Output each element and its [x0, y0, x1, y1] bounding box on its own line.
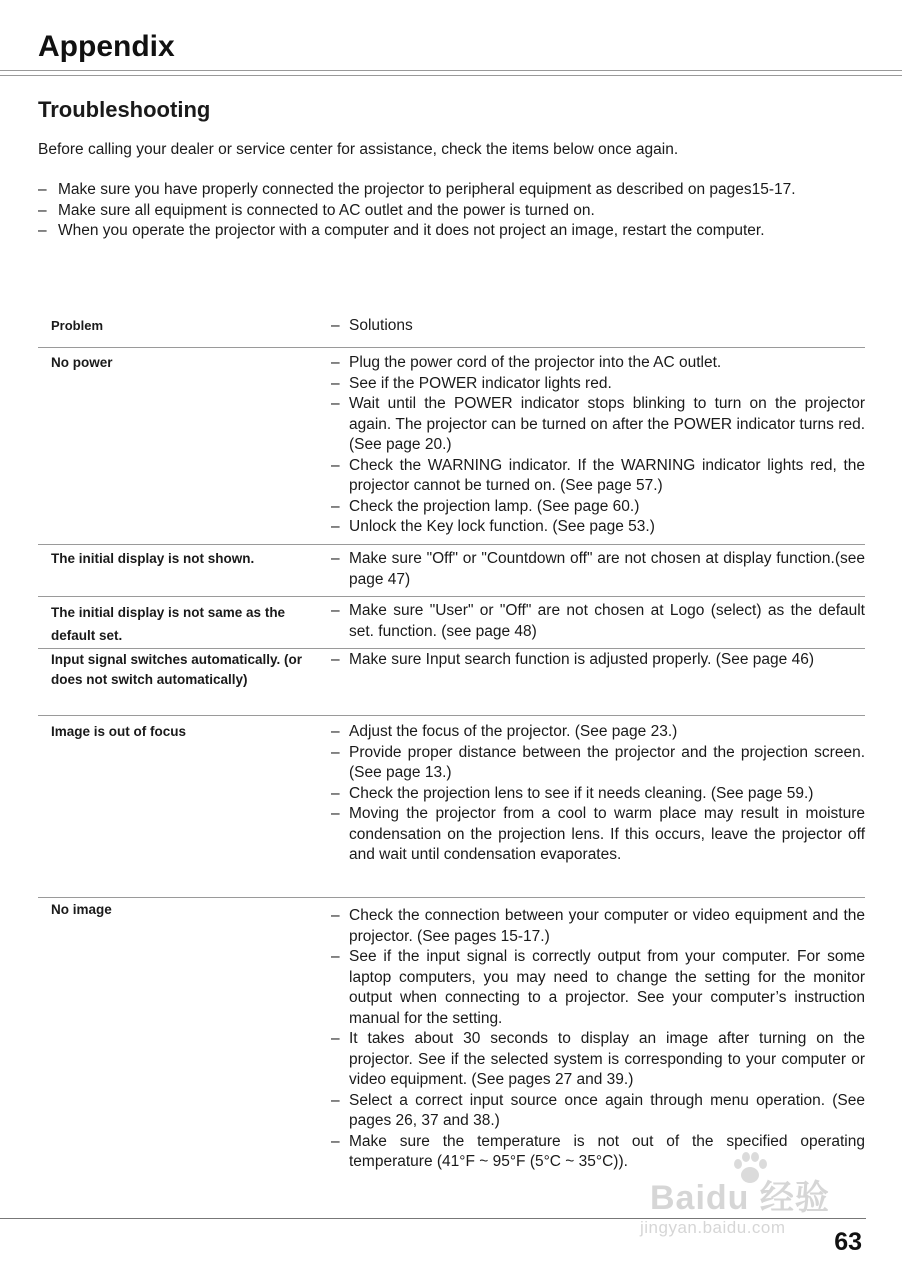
solution-item	[331, 947, 865, 1029]
table-row	[38, 545, 865, 597]
solution-item	[331, 456, 865, 497]
solutions-cell	[331, 722, 865, 897]
problem-cell: No power	[51, 355, 113, 370]
solution-text: See if the input signal is correctly output from your computer. For some laptop computers, you may need to change the setting for the monitor output when connecting to a projector. See your computer’s instruction manual for the setting.	[349, 948, 865, 1027]
dash-bullet: –	[331, 354, 340, 371]
footer-rule	[0, 1218, 866, 1219]
solution-text: Plug the power cord of the projector into the AC outlet.	[349, 354, 722, 371]
solution-text: Make sure Input search function is adjusted properly. (See page 46)	[349, 651, 814, 668]
table-row	[38, 597, 865, 649]
dash-bullet: –	[331, 907, 340, 924]
solution-text: Unlock the Key lock function. (See page 53.)	[349, 518, 655, 535]
checklist-item	[38, 221, 864, 242]
dash-bullet: –	[331, 1091, 340, 1109]
header-rule	[0, 70, 902, 71]
solution-text: Check the connection between your computer or video equipment and the projector. (See pages 15-17.)	[349, 907, 865, 945]
section-title: Troubleshooting	[38, 97, 211, 122]
dash-bullet: –	[331, 1132, 340, 1150]
dash-bullet: –	[331, 456, 340, 474]
checklist-item	[38, 180, 864, 201]
dash-bullet: –	[331, 497, 340, 515]
dash-bullet: –	[38, 222, 47, 239]
table-row	[38, 716, 865, 898]
problem-cell: The initial display is not same as the default set.	[51, 605, 286, 643]
troubleshooting-table	[38, 308, 865, 1173]
dash-bullet: –	[331, 948, 340, 965]
solution-text: Wait until the POWER indicator stops blinking to turn on the projector again. The projector can be turned on after the POWER indicator turns red. (See page 20.)	[349, 395, 865, 453]
dash-bullet: –	[331, 518, 340, 535]
solution-text: Moving the projector from a cool to warm place may result in moisture condensation on the projection lens. If this occurs, leave the projector off and wait until condensation evaporates.	[349, 805, 865, 863]
solution-item	[331, 743, 865, 784]
watermark	[640, 1148, 870, 1238]
solution-item	[331, 1029, 865, 1091]
checklist	[38, 180, 864, 242]
table-row	[38, 348, 865, 545]
solution-text: Make sure "Off" or "Countdown off" are not chosen at display function.(see page 47)	[349, 550, 865, 588]
solution-item	[331, 1091, 865, 1132]
solution-item	[331, 394, 865, 456]
checklist-item-text: Make sure all equipment is connected to AC outlet and the power is turned on.	[58, 201, 595, 219]
checklist-item	[38, 201, 864, 222]
solution-item	[331, 374, 865, 395]
dash-bullet: –	[331, 723, 340, 740]
dash-bullet: –	[38, 181, 47, 198]
problem-cell: No image	[51, 902, 112, 917]
solution-item	[331, 722, 865, 743]
solution-item	[331, 517, 865, 538]
dash-bullet: –	[331, 602, 340, 619]
table-row	[38, 898, 865, 1173]
dash-bullet: –	[331, 805, 340, 822]
dash-bullet: –	[38, 201, 47, 219]
solution-item	[331, 601, 865, 642]
header-rule-secondary	[0, 75, 902, 76]
solution-text: Check the WARNING indicator. If the WARNING indicator lights red, the projector cannot be turned on. (See page 57.)	[349, 456, 865, 494]
solution-item	[331, 906, 865, 947]
dash-bullet: –	[331, 1030, 340, 1047]
dash-bullet: –	[331, 651, 340, 668]
solution-item	[331, 804, 865, 866]
checklist-item-text: Make sure you have properly connected the projector to peripheral equipment as described on pages15-17.	[58, 181, 796, 198]
solutions-cell	[331, 353, 865, 544]
solution-item	[331, 353, 865, 374]
solution-text: Make sure "User" or "Off" are not chosen at Logo (select) as the default set. function. (see page 48)	[349, 602, 865, 640]
header-solutions-item	[331, 316, 865, 337]
problem-cell: Input signal switches automatically. (or does not switch automatically)	[51, 652, 303, 687]
watermark-url: jingyan.baidu.com	[640, 1218, 786, 1237]
table-row	[38, 649, 865, 716]
solution-text: Make sure the temperature is not out of the specified operating temperature (41°F ~ 95°F (5°C ~ 35°C)).	[349, 1132, 865, 1170]
header-problem: Problem	[51, 318, 104, 333]
dash-bullet: –	[331, 743, 340, 761]
header-solutions-label: Solutions	[349, 317, 413, 334]
solution-text: Check the projection lens to see if it needs cleaning. (See page 59.)	[349, 784, 814, 802]
dash-bullet: –	[331, 784, 340, 802]
problem-cell: The initial display is not shown.	[51, 551, 255, 566]
dash-bullet: –	[331, 395, 340, 412]
solutions-cell	[331, 650, 865, 715]
problem-cell: Image is out of focus	[51, 724, 187, 739]
watermark-logo: Baidu 经验	[650, 1179, 830, 1217]
intro-text: Before calling your dealer or service center for assistance, check the items below once again.	[38, 141, 679, 158]
solution-item	[331, 549, 865, 590]
solutions-cell	[331, 601, 865, 648]
solution-text: Select a correct input source once again through menu operation. (See pages 26, 37 and 38.)	[349, 1091, 865, 1129]
table-header-row	[38, 308, 865, 348]
solution-text: It takes about 30 seconds to display an image after turning on the projector. See if the selected system is corresponding to your computer or video equipment. (See pages 27 and 39.)	[349, 1030, 865, 1088]
header-solutions	[331, 316, 865, 347]
solutions-cell	[331, 549, 865, 596]
dash-bullet: –	[331, 374, 340, 392]
checklist-item-text: When you operate the projector with a computer and it does not project an image, restart the computer.	[58, 222, 765, 239]
solution-text: Provide proper distance between the projector and the projection screen. (See page 13.)	[349, 743, 865, 781]
solution-item	[331, 650, 865, 671]
solution-text: Check the projection lamp. (See page 60.)	[349, 497, 640, 515]
solution-text: See if the POWER indicator lights red.	[349, 374, 612, 392]
solutions-cell	[331, 900, 865, 1173]
solution-item	[331, 784, 865, 805]
solution-item	[331, 497, 865, 518]
dash-bullet: –	[331, 550, 340, 567]
solution-text: Adjust the focus of the projector. (See page 23.)	[349, 723, 678, 740]
chapter-title: Appendix	[38, 30, 175, 63]
dash-bullet: –	[331, 317, 340, 334]
page-number: 63	[834, 1228, 862, 1256]
